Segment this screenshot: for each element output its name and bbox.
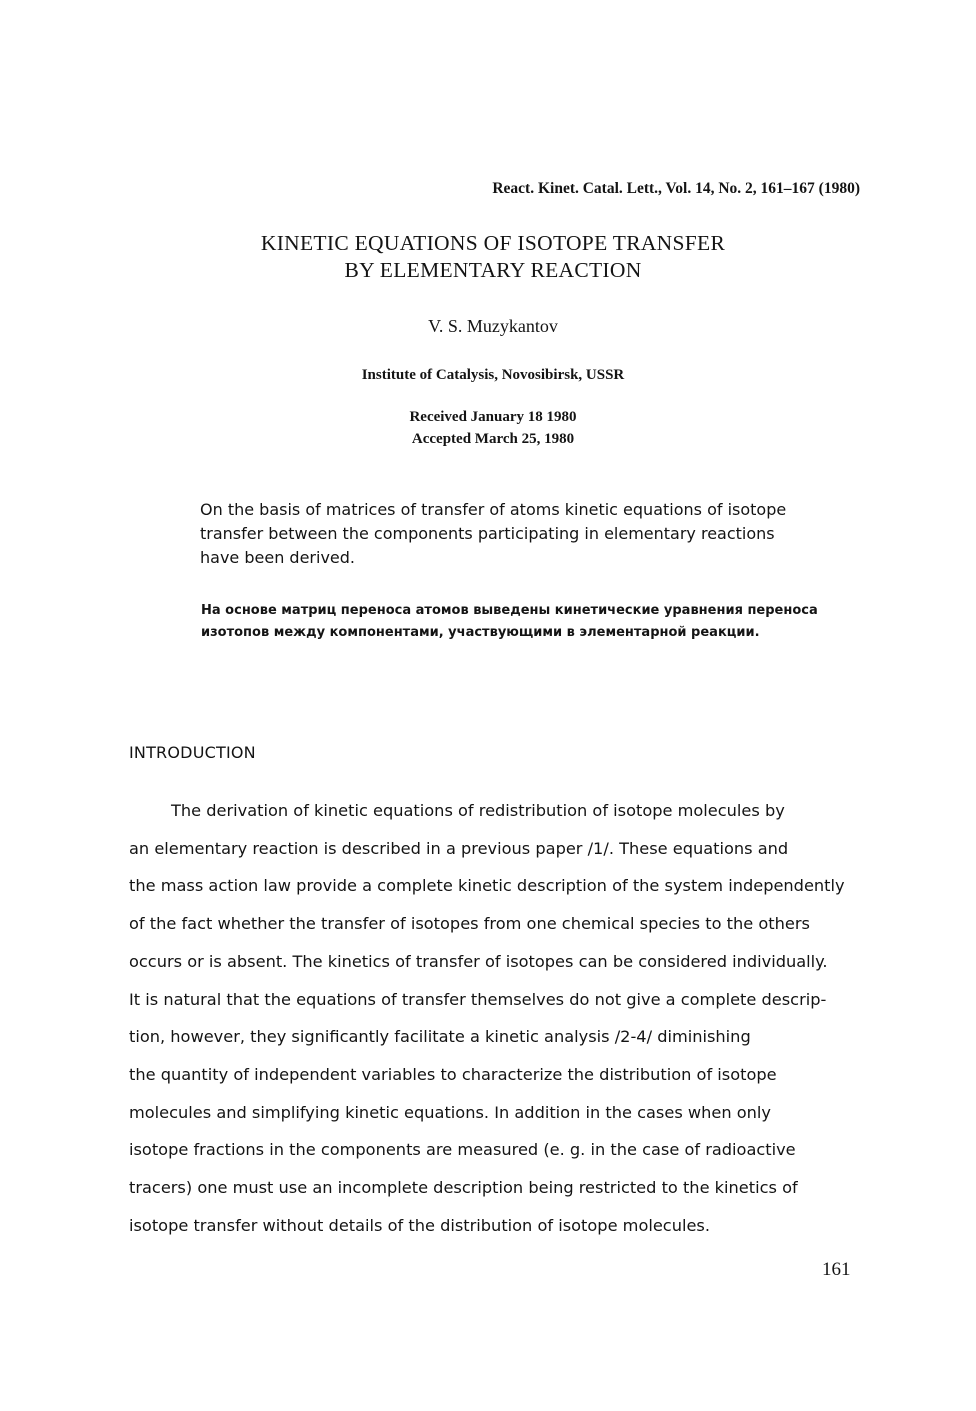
accepted-date: Accepted March 25, 1980: [411, 431, 575, 447]
abstract-line: transfer between the components participating in elementary reactions: [200, 524, 775, 543]
author-name: V. S. Muzykantov: [428, 316, 558, 336]
body-line: isotope transfer without details of the distribution of isotope molecules.: [129, 1215, 711, 1235]
body-line: isotope fractions in the components are measured (e. g. in the case of radioactive: [129, 1140, 796, 1160]
paper-title: [0, 230, 976, 284]
body-line: of the fact whether the transfer of isotopes from one chemical species to the others: [129, 914, 810, 934]
abstract-russian: [201, 600, 851, 644]
author-affiliation: Institute of Catalysis, Novosibirsk, USSR: [361, 367, 625, 383]
body-line: molecules and simplifying kinetic equations. In addition in the cases when only: [129, 1102, 771, 1122]
body-line: tracers) one must use an incomplete description being restricted to the kinetics of: [129, 1178, 798, 1198]
body-line: an elementary reaction is described in a previous paper /1/. These equations and: [129, 838, 789, 858]
abstract-line: На основе матриц переноса атомов выведены кинетические уравнения переноса: [201, 603, 818, 618]
abstract-line: On the basis of matrices of transfer of atoms kinetic equations of isotope: [200, 500, 787, 519]
section-heading: INTRODUCTION: [129, 743, 256, 762]
journal-citation: React. Kinet. Catal. Lett., Vol. 14, No. 2, 161–167 (1980): [492, 180, 860, 197]
body-line: tion, however, they significantly facilitate a kinetic analysis /2-4/ diminishing: [129, 1027, 751, 1047]
page-number: 161: [822, 1259, 851, 1280]
body-line: The derivation of kinetic equations of redistribution of isotope molecules by: [171, 801, 785, 820]
body-line: the quantity of independent variables to characterize the distribution of isotope: [129, 1064, 777, 1084]
body-line: occurs or is absent. The kinetics of transfer of isotopes can be considered individually.: [129, 951, 828, 971]
submission-dates: [0, 406, 976, 450]
received-date: Received January 18 1980: [409, 409, 577, 425]
abstract-english: [200, 498, 840, 570]
body-paragraph: [129, 792, 899, 1244]
body-line: the mass action law provide a complete kinetic description of the system independently: [129, 876, 845, 896]
title-line: BY ELEMENTARY REACTION: [344, 258, 642, 282]
body-line: It is natural that the equations of transfer themselves do not give a complete descrip-: [129, 989, 827, 1009]
title-line: KINETIC EQUATIONS OF ISOTOPE TRANSFER: [260, 231, 726, 255]
abstract-line: изотопов между компонентами, участвующими в элементарной реакции.: [201, 625, 760, 640]
abstract-line: have been derived.: [200, 548, 355, 567]
